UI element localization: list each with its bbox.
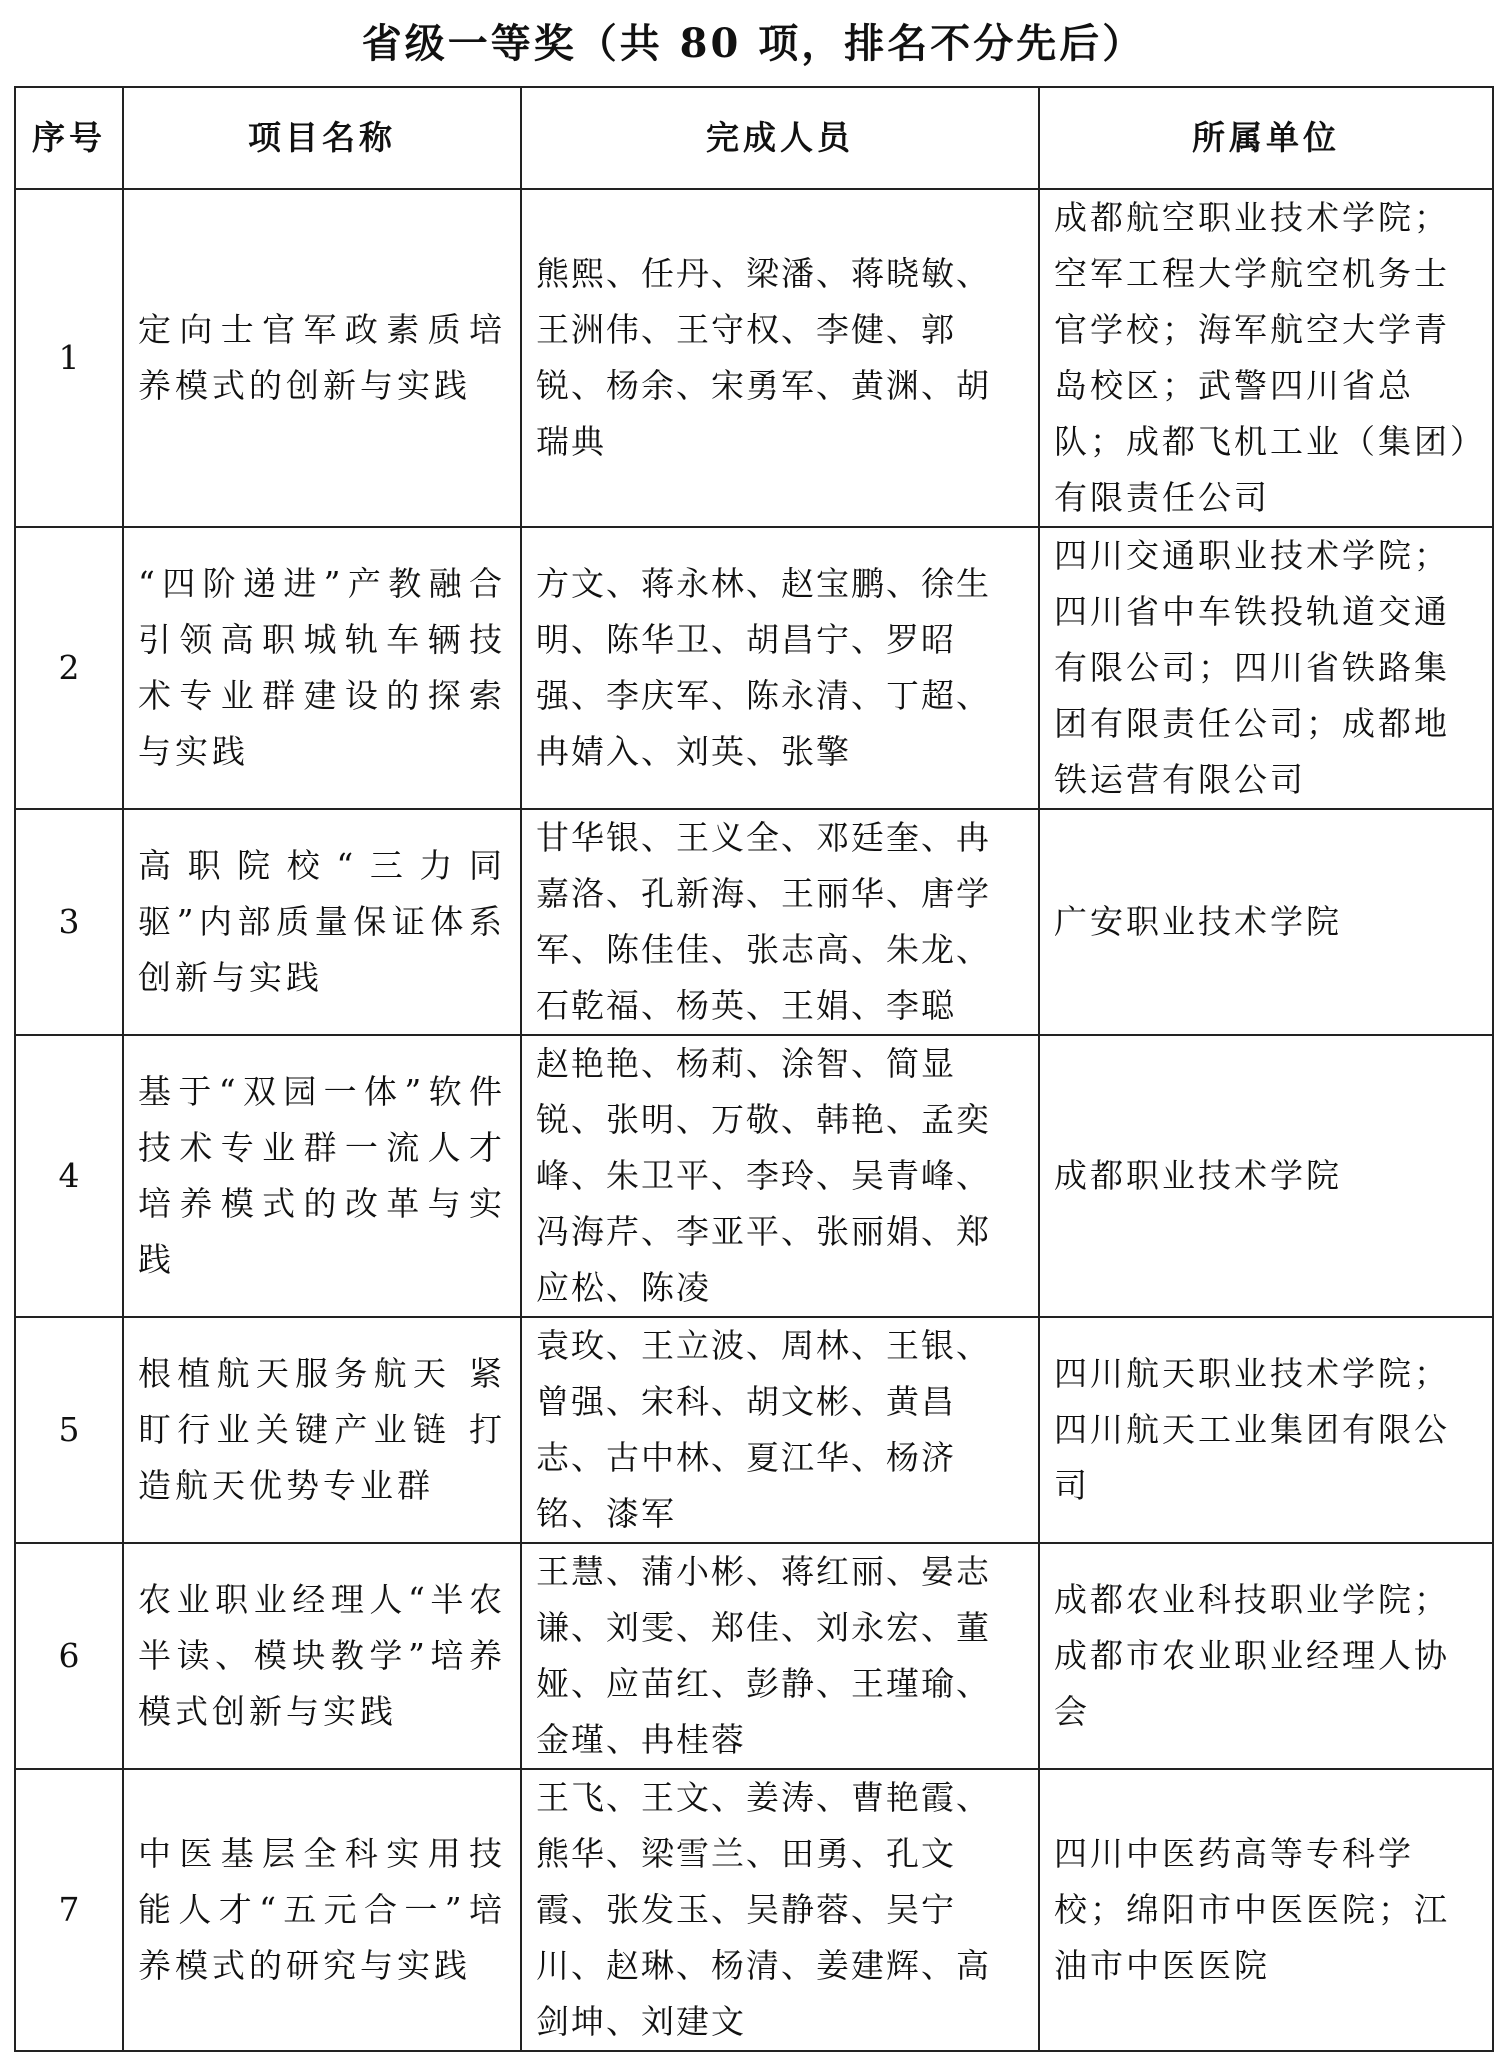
unit: 四川交通职业技术学院；四川省中车铁投轨道交通有限公司；四川省铁路集团有限责任公司；成都地铁运营有限公司 bbox=[1039, 527, 1493, 809]
row-number: 2 bbox=[15, 527, 123, 809]
table-body bbox=[15, 189, 1493, 2051]
unit: 广安职业技术学院 bbox=[1039, 809, 1493, 1035]
unit: 成都农业科技职业学院；成都市农业职业经理人协会 bbox=[1039, 1543, 1493, 1769]
table-row bbox=[15, 1317, 1493, 1543]
column-header-project: 项目名称 bbox=[123, 87, 521, 189]
table-row bbox=[15, 1543, 1493, 1769]
row-number: 4 bbox=[15, 1035, 123, 1317]
row-number: 6 bbox=[15, 1543, 123, 1769]
unit: 成都航空职业技术学院；空军工程大学航空机务士官学校；海军航空大学青岛校区；武警四川省总队；成都飞机工业（集团）有限责任公司 bbox=[1039, 189, 1493, 527]
members: 甘华银、王义全、邓廷奎、冉嘉洛、孔新海、王丽华、唐学军、陈佳佳、张志高、朱龙、石乾福、杨英、王娟、李聪 bbox=[521, 809, 1039, 1035]
column-header-unit: 所属单位 bbox=[1039, 87, 1493, 189]
row-number: 5 bbox=[15, 1317, 123, 1543]
members: 王飞、王文、姜涛、曹艳霞、熊华、梁雪兰、田勇、孔文霞、张发玉、吴静蓉、吴宁川、赵琳、杨清、姜建辉、高剑坤、刘建文 bbox=[521, 1769, 1039, 2051]
project-name: 根植航天服务航天 紧盯行业关键产业链 打造航天优势专业群 bbox=[123, 1317, 521, 1543]
unit: 四川中医药高等专科学校；绵阳市中医医院；江油市中医医院 bbox=[1039, 1769, 1493, 2051]
unit: 四川航天职业技术学院；四川航天工业集团有限公司 bbox=[1039, 1317, 1493, 1543]
column-header-members: 完成人员 bbox=[521, 87, 1039, 189]
project-name: 定向士官军政素质培养模式的创新与实践 bbox=[123, 189, 521, 527]
unit: 成都职业技术学院 bbox=[1039, 1035, 1493, 1317]
table-row bbox=[15, 809, 1493, 1035]
project-name: 基于“双园一体”软件技术专业群一流人才培养模式的改革与实践 bbox=[123, 1035, 521, 1317]
members: 赵艳艳、杨莉、涂智、简显锐、张明、万敬、韩艳、孟奕峰、朱卫平、李玲、吴青峰、冯海芹、李亚平、张丽娟、郑应松、陈凌 bbox=[521, 1035, 1039, 1317]
table-row bbox=[15, 527, 1493, 809]
row-number: 7 bbox=[15, 1769, 123, 2051]
column-header-number: 序号 bbox=[15, 87, 123, 189]
members: 熊熙、任丹、梁潘、蒋晓敏、王洲伟、王守权、李健、郭锐、杨余、宋勇军、黄渊、胡瑞典 bbox=[521, 189, 1039, 527]
table-row bbox=[15, 1769, 1493, 2051]
project-name: 高职院校“三力同驱”内部质量保证体系创新与实践 bbox=[123, 809, 521, 1035]
awards-table bbox=[14, 86, 1494, 2052]
project-name: “四阶递进”产教融合引领高职城轨车辆技术专业群建设的探索与实践 bbox=[123, 527, 521, 809]
table-header bbox=[15, 87, 1493, 189]
project-name: 中医基层全科实用技能人才“五元合一”培养模式的研究与实践 bbox=[123, 1769, 521, 2051]
header-row bbox=[15, 87, 1493, 189]
members: 方文、蒋永林、赵宝鹏、徐生明、陈华卫、胡昌宁、罗昭强、李庆军、陈永清、丁超、冉婧入、刘英、张擎 bbox=[521, 527, 1039, 809]
members: 袁玫、王立波、周林、王银、曾强、宋科、胡文彬、黄昌志、古中林、夏江华、杨济铭、漆军 bbox=[521, 1317, 1039, 1543]
row-number: 1 bbox=[15, 189, 123, 527]
members: 王慧、蒲小彬、蒋红丽、晏志谦、刘雯、郑佳、刘永宏、董娅、应苗红、彭静、王瑾瑜、金瑾、冉桂蓉 bbox=[521, 1543, 1039, 1769]
project-name: 农业职业经理人“半农半读、模块教学”培养模式创新与实践 bbox=[123, 1543, 521, 1769]
page-title: 省级一等奖（共 80 项，排名不分先后） bbox=[361, 20, 1146, 67]
row-number: 3 bbox=[15, 809, 123, 1035]
table-row bbox=[15, 189, 1493, 527]
table-row bbox=[15, 1035, 1493, 1317]
